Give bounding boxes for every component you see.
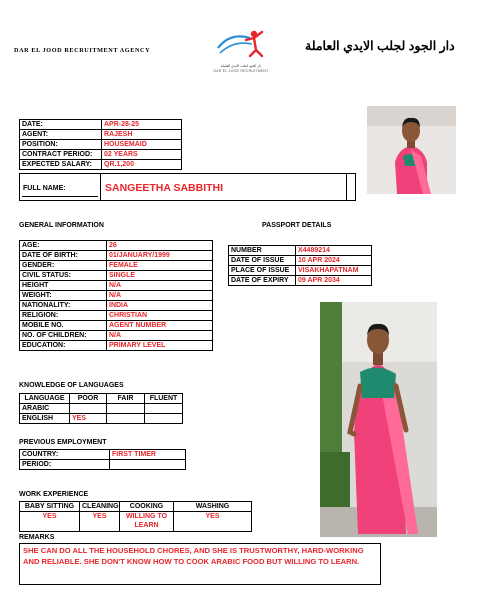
table-row (229, 256, 372, 266)
job-label: POSITION: (20, 140, 102, 150)
job-value: 02 YEARS (102, 150, 182, 160)
general-value: 26 (107, 241, 213, 251)
divider (346, 173, 347, 201)
language-poor (70, 404, 107, 414)
table-row (20, 341, 213, 351)
general-value: PRIMARY LEVEL (107, 341, 213, 351)
experience-title: WORK EXPERIENCE (19, 491, 89, 498)
languages-title: KNOWLEDGE OF LANGUAGES (19, 382, 124, 389)
language-fluent (145, 404, 183, 414)
table-row (20, 271, 213, 281)
job-label: DATE: (20, 120, 102, 130)
table-row (20, 394, 183, 404)
remarks-text: SHE CAN DO ALL THE HOUSEHOLD CHORES, AND SHE IS TRUSTWORTHY, HARD-WORKING AND RELIABLE. SHE DON'T KNOW HOW TO COOK ARABIC FOOD BUT WILLING TO LEARN. (19, 543, 381, 585)
job-info-table (19, 119, 182, 170)
general-label: NO. OF CHILDREN: (20, 331, 107, 341)
passport-value: VISAKHAPATNAM (296, 266, 372, 276)
job-label: AGENT: (20, 130, 102, 140)
general-value: FEMALE (107, 261, 213, 271)
table-row (20, 291, 213, 301)
table-row (20, 150, 182, 160)
table-row (20, 460, 186, 470)
table-row (20, 160, 182, 170)
table-row (20, 311, 213, 321)
language-fair (107, 414, 145, 424)
table-row (20, 301, 213, 311)
language-name: ENGLISH (20, 414, 70, 424)
general-value: N/A (107, 281, 213, 291)
language-fair (107, 404, 145, 414)
general-label: NATIONALITY: (20, 301, 107, 311)
employment-value: FIRST TIMER (110, 450, 186, 460)
general-label: GENDER: (20, 261, 107, 271)
agency-name-en: DAR EL JOOD RECRUITMENT AGENCY (14, 47, 151, 54)
logo-caption-ar: دار الجود لجلب الايدي العاملة (220, 64, 262, 68)
table-row (20, 450, 186, 460)
employment-table (19, 449, 186, 470)
baby-sitting-header: BABY SITTING (20, 502, 80, 512)
general-value: N/A (107, 291, 213, 301)
cleaning-value: YES (80, 512, 120, 532)
passport-value: X4489214 (296, 246, 372, 256)
job-label: EXPECTED SALARY: (20, 160, 102, 170)
general-value: AGENT NUMBER (107, 321, 213, 331)
table-row (20, 281, 213, 291)
general-label: WEIGHT: (20, 291, 107, 301)
general-label: EDUCATION: (20, 341, 107, 351)
experience-table (19, 501, 252, 532)
divider (100, 173, 101, 201)
general-value: 01/JANUARY/1999 (107, 251, 213, 261)
language-fluent (145, 414, 183, 424)
cooking-value: WILLING TO LEARN (120, 512, 174, 532)
table-row (20, 261, 213, 271)
table-row (20, 130, 182, 140)
passport-label: PLACE OF ISSUE (229, 266, 296, 276)
table-row (229, 276, 372, 286)
washing-value: YES (174, 512, 252, 532)
agency-name-ar: دار الجود لجلب الايدي العاملة (305, 39, 455, 53)
divider (22, 196, 98, 197)
employment-title: PREVIOUS EMPLOYMENT (19, 439, 107, 446)
language-header: LANGUAGE (20, 394, 70, 404)
general-info-title: GENERAL INFORMATION (19, 222, 104, 229)
passport-details-title: PASSPORT DETAILS (262, 222, 332, 229)
general-label: HEIGHT (20, 281, 107, 291)
full-body-photo (320, 302, 437, 537)
cooking-header: COOKING (120, 502, 174, 512)
passport-label: DATE OF EXPIRY (229, 276, 296, 286)
job-label: CONTRACT PERIOD: (20, 150, 102, 160)
general-label: AGE: (20, 241, 107, 251)
employment-label: PERIOD: (20, 460, 110, 470)
job-value: RAJESH (102, 130, 182, 140)
table-row (20, 140, 182, 150)
logo-caption-en: DAR EL JOOD RECRUITMENT (213, 69, 269, 73)
general-label: DATE OF BIRTH: (20, 251, 107, 261)
table-row (20, 502, 252, 512)
washing-header: WASHING (174, 502, 252, 512)
fluent-header: FLUENT (145, 394, 183, 404)
table-row (20, 414, 183, 424)
general-label: MOBILE NO. (20, 321, 107, 331)
passport-table (228, 245, 372, 286)
table-row (20, 331, 213, 341)
employment-value (110, 460, 186, 470)
employment-label: COUNTRY: (20, 450, 110, 460)
general-value: SINGLE (107, 271, 213, 281)
table-row (20, 120, 182, 130)
passport-value: 10 APR 2024 (296, 256, 372, 266)
languages-table (19, 393, 183, 424)
full-name-label: FULL NAME: (23, 185, 66, 192)
passport-value: 09 APR 2034 (296, 276, 372, 286)
general-value: INDIA (107, 301, 213, 311)
table-row (20, 321, 213, 331)
passport-label: DATE OF ISSUE (229, 256, 296, 266)
portrait-photo (367, 106, 456, 194)
job-value: APR-28-25 (102, 120, 182, 130)
cleaning-header: CLEANING (80, 502, 120, 512)
language-poor: YES (70, 414, 107, 424)
language-name: ARABIC (20, 404, 70, 414)
table-row (20, 251, 213, 261)
table-row (229, 246, 372, 256)
general-value: N/A (107, 331, 213, 341)
baby-sitting-value: YES (20, 512, 80, 532)
full-name-value: SANGEETHA SABBITHI (105, 182, 224, 194)
table-row (229, 266, 372, 276)
job-value: HOUSEMAID (102, 140, 182, 150)
table-row (20, 512, 252, 532)
general-value: CHRISTIAN (107, 311, 213, 321)
table-row (20, 241, 213, 251)
remarks-title: REMARKS (19, 534, 55, 541)
table-row (20, 404, 183, 414)
passport-label: NUMBER (229, 246, 296, 256)
poor-header: POOR (70, 394, 107, 404)
general-label: RELIGION: (20, 311, 107, 321)
fair-header: FAIR (107, 394, 145, 404)
general-info-table (19, 240, 213, 351)
general-label: CIVIL STATUS: (20, 271, 107, 281)
job-value: QR.1,200 (102, 160, 182, 170)
